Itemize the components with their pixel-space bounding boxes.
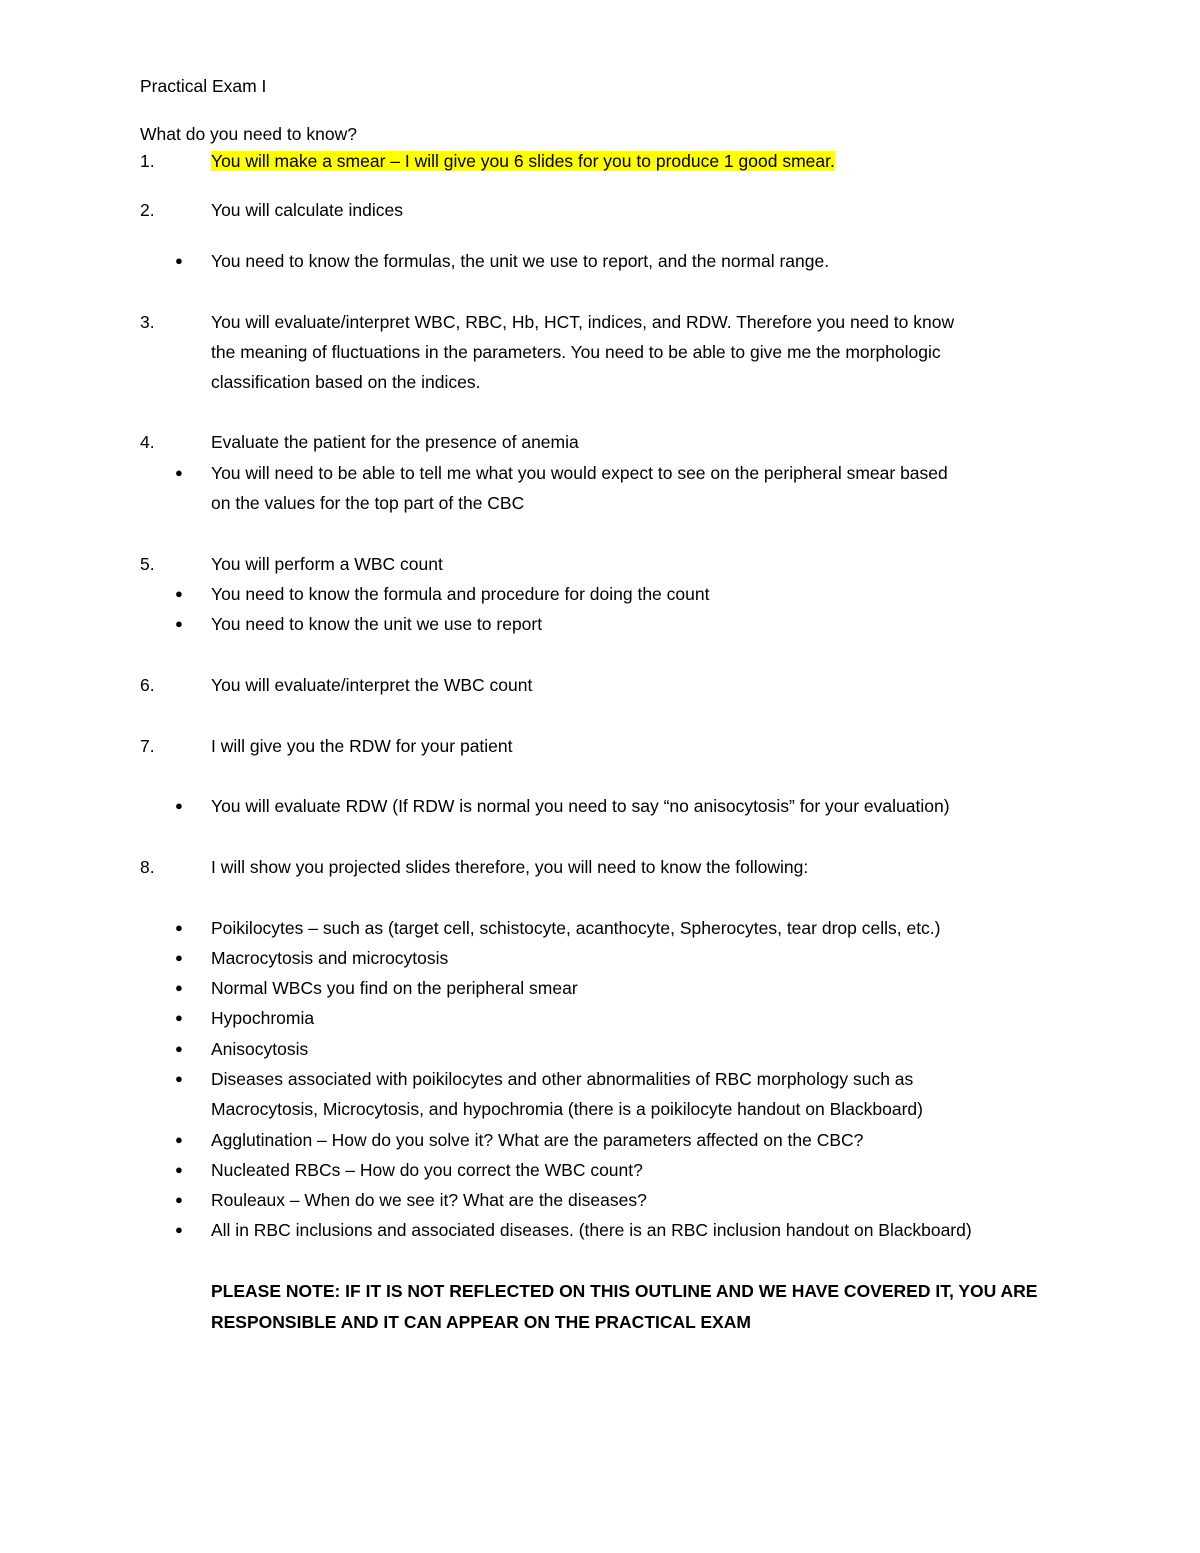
- item-text-line: classification based on the indices.: [211, 372, 481, 392]
- bullet-text: You need to know the formulas, the unit we use to report, and the normal range.: [211, 251, 830, 271]
- bullet-text: All in RBC inclusions and associated diseases. (there is an RBC inclusion handout on Blackboard): [211, 1220, 972, 1240]
- bullet-text: Diseases associated with poikilocytes and other abnormalities of RBC morphology such as: [211, 1069, 914, 1089]
- doc-question: What do you need to know?: [140, 124, 357, 144]
- item-number: 6.: [140, 675, 155, 695]
- item-number: 5.: [140, 554, 155, 574]
- item-number: 2.: [140, 200, 155, 220]
- bullet-icon: ●: [175, 1010, 183, 1025]
- item-text-line: the meaning of fluctuations in the parameters. You need to be able to give me the morphologic: [211, 342, 941, 362]
- bullet-icon: ●: [175, 950, 183, 965]
- item-text: You will perform a WBC count: [211, 554, 443, 574]
- doc-title: Practical Exam I: [140, 76, 267, 96]
- bullet-text-continuation: Macrocytosis, Microcytosis, and hypochromia (there is a poikilocyte handout on Blackboard): [211, 1099, 923, 1119]
- bullet-text: Rouleaux – When do we see it? What are the diseases?: [211, 1190, 647, 1210]
- bullet-text: Poikilocytes – such as (target cell, schistocyte, acanthocyte, Spherocytes, tear drop cells, etc.): [211, 918, 941, 938]
- item-number: 1.: [140, 151, 155, 171]
- bullet-text: Agglutination – How do you solve it? What are the parameters affected on the CBC?: [211, 1130, 864, 1150]
- item-number: 3.: [140, 312, 155, 332]
- bullet-icon: ●: [175, 798, 183, 813]
- bullet-icon: ●: [175, 1132, 183, 1147]
- bullet-text: Anisocytosis: [211, 1039, 309, 1059]
- bullet-icon: ●: [175, 980, 183, 995]
- bullet-icon: ●: [175, 1222, 183, 1237]
- bullet-text: You will evaluate RDW (If RDW is normal you need to say “no anisocytosis” for your evaluation): [211, 796, 950, 816]
- bullet-text: Normal WBCs you find on the peripheral smear: [211, 978, 578, 998]
- item-text-line: You will evaluate/interpret WBC, RBC, Hb, HCT, indices, and RDW. Therefore you need to know: [211, 312, 955, 332]
- bullet-text: You need to know the formula and procedure for doing the count: [211, 584, 710, 604]
- bullet-icon: ●: [175, 465, 183, 480]
- item-text: I will give you the RDW for your patient: [211, 736, 513, 756]
- highlighted-text: You will make a smear – I will give you 6 slides for you to produce 1 good smear.: [211, 151, 835, 171]
- bullet-text: Nucleated RBCs – How do you correct the WBC count?: [211, 1160, 643, 1180]
- item-text: I will show you projected slides therefore, you will need to know the following:: [211, 857, 809, 877]
- item-number: 8.: [140, 857, 155, 877]
- item-text: [211, 150, 835, 172]
- bullet-icon: ●: [175, 586, 183, 601]
- item-text: Evaluate the patient for the presence of anemia: [211, 432, 579, 452]
- note-text: RESPONSIBLE AND IT CAN APPEAR ON THE PRACTICAL EXAM: [211, 1312, 751, 1332]
- bullet-text: Macrocytosis and microcytosis: [211, 948, 449, 968]
- bullet-icon: ●: [175, 616, 183, 631]
- bullet-icon: ●: [175, 1071, 183, 1086]
- note-text: PLEASE NOTE: IF IT IS NOT REFLECTED ON THIS OUTLINE AND WE HAVE COVERED IT, YOU ARE: [211, 1281, 1038, 1301]
- bullet-text: You need to know the unit we use to report: [211, 614, 543, 634]
- bullet-text: You will need to be able to tell me what you would expect to see on the peripheral smear based: [211, 463, 948, 483]
- bullet-icon: ●: [175, 1192, 183, 1207]
- item-text: You will calculate indices: [211, 200, 403, 220]
- item-number: 7.: [140, 736, 155, 756]
- bullet-icon: ●: [175, 1041, 183, 1056]
- bullet-text: Hypochromia: [211, 1008, 315, 1028]
- bullet-icon: ●: [175, 1162, 183, 1177]
- bullet-text-continuation: on the values for the top part of the CBC: [211, 493, 525, 513]
- bullet-icon: ●: [175, 920, 183, 935]
- bullet-icon: ●: [175, 253, 183, 268]
- item-text: You will evaluate/interpret the WBC count: [211, 675, 533, 695]
- item-number: 4.: [140, 432, 155, 452]
